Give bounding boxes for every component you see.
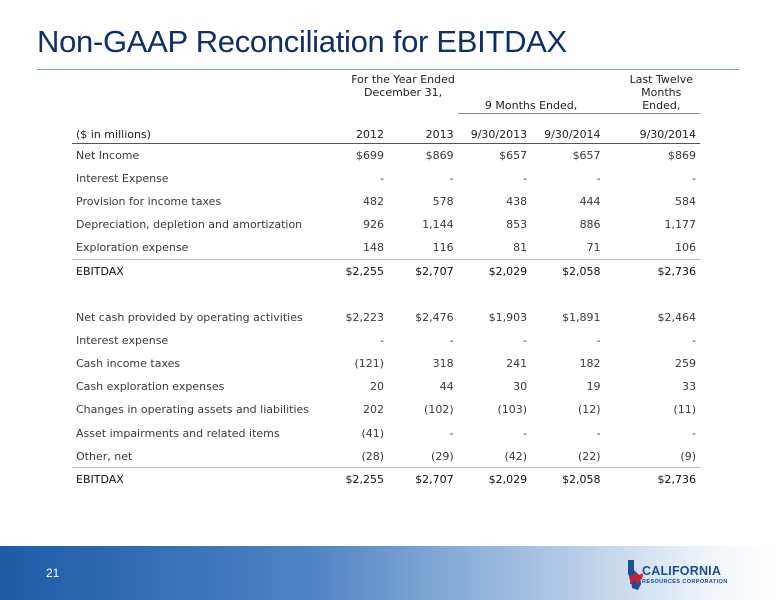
total-value: $2,707 — [388, 468, 458, 491]
cell-value: 926 — [363, 218, 385, 232]
cell-value: 182 — [579, 357, 601, 371]
cell-value: - — [692, 171, 696, 185]
total-value: $2,058 — [531, 468, 604, 491]
row-label: Provision for income taxes — [76, 194, 222, 208]
cell-value: - — [596, 426, 601, 440]
table-row — [72, 398, 700, 421]
cell-value: 853 — [506, 218, 528, 232]
row-label: Net cash provided by operating activities — [76, 310, 303, 324]
cell-value: 886 — [579, 218, 601, 232]
cell-value: - — [523, 333, 528, 347]
cell-value: 1,144 — [422, 218, 454, 232]
row-label: Changes in operating assets and liabilities — [76, 403, 310, 417]
ebitdax-reconciliation-table — [72, 71, 700, 491]
column-header-row — [72, 127, 700, 144]
group-header-year-ended: For the Year Ended December 31, — [351, 73, 455, 99]
cell-value: 438 — [506, 194, 528, 208]
cell-value: (42) — [504, 449, 528, 463]
cell-value: 20 — [370, 380, 385, 394]
cell-value: $2,223 — [345, 310, 385, 324]
table-row — [72, 144, 700, 167]
cell-value: (103) — [497, 403, 528, 417]
column-header: 2012 — [318, 127, 388, 144]
cell-value: - — [692, 426, 696, 440]
group-header-blank — [72, 71, 318, 114]
cell-value: (9) — [680, 449, 696, 463]
total-label: EBITDAX — [72, 259, 318, 282]
total-value: $2,029 — [458, 468, 531, 491]
total-value: $2,255 — [318, 259, 388, 282]
cell-value: 444 — [579, 194, 601, 208]
cell-value: 241 — [506, 357, 528, 371]
cell-value: 1,177 — [664, 218, 696, 232]
table-row — [72, 422, 700, 445]
column-header: 9/30/2014 — [605, 127, 700, 144]
table-row — [72, 352, 700, 375]
group-header-row — [72, 71, 700, 114]
unit-label: ($ in millions) — [72, 127, 318, 144]
column-header: 2013 — [388, 127, 458, 144]
cell-value: 578 — [432, 194, 454, 208]
cell-value: $1,891 — [562, 310, 601, 324]
cell-value: (41) — [361, 426, 385, 440]
cell-value: 482 — [363, 194, 385, 208]
page-number: 21 — [46, 566, 60, 580]
page-title: Non-GAAP Reconciliation for EBITDAX — [37, 24, 567, 59]
cell-value: 30 — [513, 380, 528, 394]
cell-value: $657 — [572, 148, 601, 162]
cell-value: (12) — [577, 403, 601, 417]
cell-value: $657 — [499, 148, 528, 162]
cell-value: 116 — [432, 241, 454, 255]
row-label: Interest Expense — [76, 171, 169, 185]
row-label: Net Income — [76, 148, 140, 162]
cell-value: 33 — [682, 380, 696, 394]
cell-value: $699 — [356, 148, 385, 162]
table-row — [72, 306, 700, 329]
cell-value: (121) — [354, 357, 385, 371]
cell-value: - — [596, 333, 601, 347]
row-label: Interest expense — [76, 333, 169, 347]
cell-value: $869 — [668, 148, 696, 162]
cell-value: 584 — [675, 194, 696, 208]
table-row — [72, 236, 700, 259]
column-header: 9/30/2014 — [531, 127, 604, 144]
cell-value: 318 — [432, 357, 454, 371]
cell-value: (11) — [673, 403, 696, 417]
cell-value: $2,476 — [415, 310, 454, 324]
total-row — [72, 259, 700, 282]
cell-value: - — [449, 426, 454, 440]
row-label: Cash income taxes — [76, 357, 181, 371]
cell-value: 19 — [586, 380, 601, 394]
cell-value: (28) — [361, 449, 385, 463]
row-label: Other, net — [76, 449, 133, 463]
total-value: $2,736 — [605, 468, 700, 491]
row-label: Exploration expense — [76, 241, 189, 255]
logo-text-primary: CALIFORNIA — [642, 564, 722, 578]
table-row — [72, 213, 700, 236]
cell-value: - — [523, 426, 528, 440]
cell-value: 259 — [675, 357, 696, 371]
cell-value: - — [449, 333, 454, 347]
cell-value: - — [380, 171, 385, 185]
group-header-ltm: Last Twelve Months Ended, — [605, 71, 700, 114]
table-row — [72, 445, 700, 468]
row-label: Asset impairments and related items — [76, 426, 280, 440]
cell-value: - — [380, 333, 385, 347]
total-value: $2,736 — [605, 259, 700, 282]
group-header-nine-months: 9 Months Ended, — [458, 71, 605, 114]
cell-value: $1,903 — [488, 310, 528, 324]
table-row — [72, 167, 700, 190]
total-label: EBITDAX — [72, 468, 318, 491]
total-row — [72, 468, 700, 491]
table-row — [72, 375, 700, 398]
cell-value: 106 — [675, 241, 696, 255]
cell-value: - — [596, 171, 601, 185]
total-value: $2,707 — [388, 259, 458, 282]
cell-value: - — [449, 171, 454, 185]
total-value: $2,029 — [458, 259, 531, 282]
total-value: $2,255 — [318, 468, 388, 491]
cell-value: (29) — [431, 449, 454, 463]
column-header: 9/30/2013 — [458, 127, 531, 144]
cell-value: - — [692, 333, 696, 347]
cell-value: - — [523, 171, 528, 185]
cell-value: 202 — [363, 403, 385, 417]
table-row — [72, 329, 700, 352]
cell-value: 81 — [513, 241, 528, 255]
cell-value: (102) — [424, 403, 454, 417]
cell-value: $869 — [425, 148, 454, 162]
cell-value: 44 — [439, 380, 454, 394]
cell-value: 148 — [363, 241, 385, 255]
row-label: Cash exploration expenses — [76, 380, 225, 394]
cell-value: (22) — [577, 449, 601, 463]
title-divider — [37, 69, 739, 70]
cell-value: 71 — [586, 241, 601, 255]
row-label: Depreciation, depletion and amortization — [76, 218, 303, 232]
cell-value: $2,464 — [657, 310, 696, 324]
table-row — [72, 190, 700, 213]
logo-text-secondary: RESOURCES CORPORATION — [642, 579, 728, 585]
total-value: $2,058 — [531, 259, 604, 282]
